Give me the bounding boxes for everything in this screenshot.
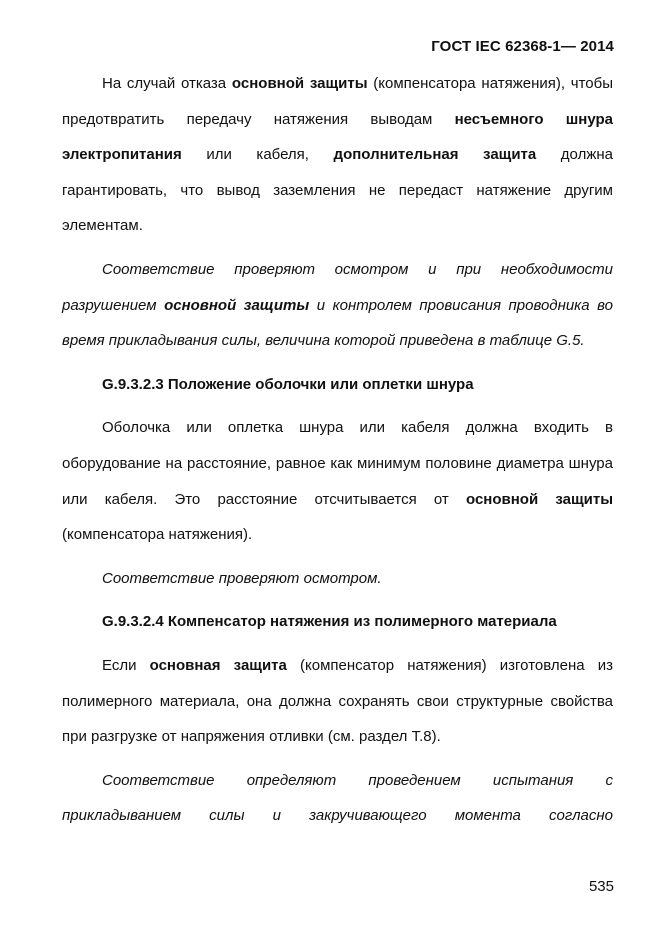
text-run: или кабеля,: [181, 146, 334, 164]
text-run: На случай отказа: [102, 75, 232, 92]
paragraph-strain-relief-failure: [62, 66, 613, 244]
text-run: (компенсатора натяжения).: [62, 526, 253, 544]
section-heading-g9324: G.9.3.2.4 Компенсатор натяжения из полимерного материала: [102, 613, 557, 631]
text-run: и контролем провисания проводника во время прикладывания силы, величина которой приведена в таблице G.5.: [62, 296, 613, 350]
text-run: Оболочка или оплетка шнура или кабеля должна входить в оборудование на расстояние, равное как минимум половине диаметра шнура или кабеля. Это расстояние отсчитывается от: [62, 419, 613, 508]
term-basic-protection: основная защита: [149, 656, 287, 674]
term-basic-protection: основной защиты: [231, 75, 368, 92]
term-non-detachable-cord: несъемного шнура электропитания: [62, 110, 613, 164]
section-heading-g9323: G.9.3.2.3 Положение оболочки или оплетки шнура: [102, 375, 474, 393]
document-body: [62, 66, 613, 834]
text-run: Если: [102, 656, 150, 674]
term-supplementary-protection: дополнительная защита: [333, 146, 537, 164]
text-run: Соответствие проверяют осмотром и при необходимости разрушением: [62, 260, 613, 314]
text-run: (компенсатора натяжения), чтобы предотвратить передачу натяжения выводам: [62, 75, 614, 128]
page-number: 535: [588, 878, 614, 895]
paragraph-compliance-check-2: Соответствие проверяют осмотром.: [102, 569, 382, 587]
paragraph-cord-sheath-position: [62, 410, 613, 552]
text-run: должна гарантировать, что вывод заземления не передаст натяжение другим элементам.: [62, 146, 613, 235]
document-header: ГОСТ IEC 62368-1— 2014: [431, 38, 614, 55]
text-run: (компенсатор натяжения) изготовлена из полимерного материала, она должна сохранять свои структурные свойства при разгрузке от напряжения отливки (см. раздел Т.8).: [62, 656, 613, 746]
paragraph-polymer-strain-relief: [62, 648, 613, 755]
paragraph-compliance-check-1: [62, 252, 613, 359]
term-basic-protection: основной защиты: [465, 490, 614, 508]
term-basic-protection: основной защиты: [164, 296, 310, 314]
paragraph-compliance-check-3: Соответствие определяют проведением испытания с прикладыванием силы и закручивающего момента согласно: [62, 771, 613, 825]
